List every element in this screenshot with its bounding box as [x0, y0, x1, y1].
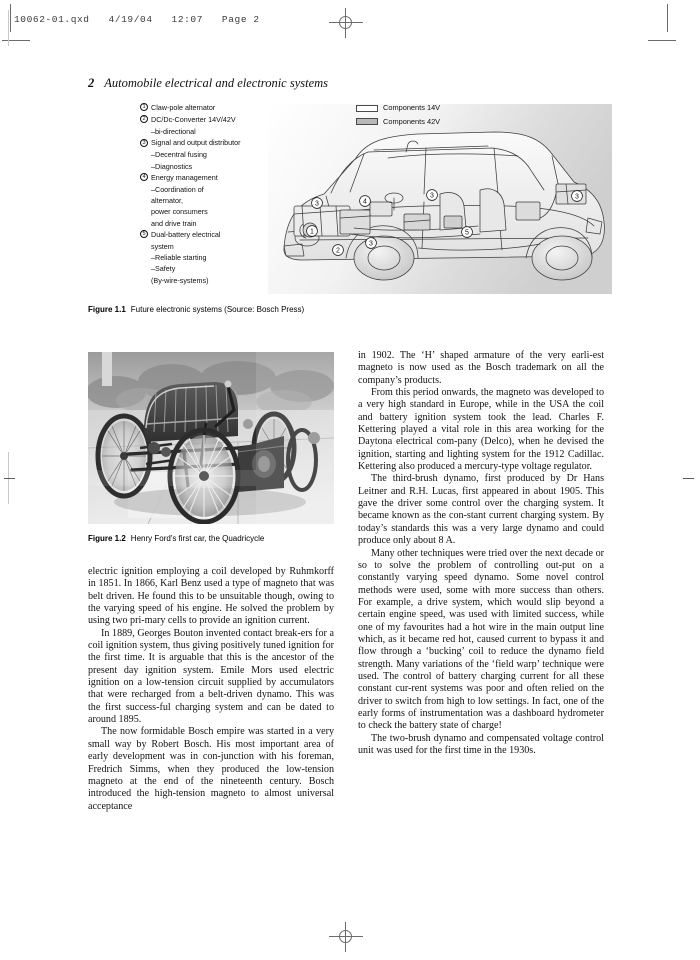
paragraph: in 1902. The ‘H’ shaped armature of the very earli-est magneto is now used as the Bosch trademark on all the company’s products. — [358, 350, 604, 386]
figure-1-2-caption-text: Henry Ford's first car, the Quadricycle — [130, 534, 265, 543]
callout-1: 1 — [310, 228, 314, 236]
key-swatch-42v — [356, 118, 378, 125]
registration-mark-bottom — [329, 920, 363, 954]
key-label-14v: Components 14V — [383, 103, 441, 112]
crop-mark-top-right — [636, 4, 676, 44]
legend-number-3: 3 — [140, 139, 148, 147]
paragraph: The now formidable Bosch empire was started in a very small way by Robert Bosch. His most important area of early development was in con-junction with his foreman, Fredrich Simms, when they produced the low-tension magneto at the end of the nineteenth century. Bosch introduced the high-tension magneto to almost universal acceptance — [88, 726, 334, 812]
legend-sub-3-2: –Diagnostics — [151, 161, 193, 171]
paragraph: Many other techniques were tried over the next decade or so to solve the problem of controlling out-put on a constantly varying speed dynamo. Some novel control methods were used, some with more success than others. For example, a drive system, which would slip beyond a certain engine speed, was used with limited success, while one of my favourites had a hot wire in the main output line which, as it became red hot, caused current to bypass it and flow through a ‘bucking’ coil to reduce the dynamo field strength. Many variations of the ‘field warp’ technique were used. The control of battery charging current for all these constant cur-rent systems was poor and often relied on the driver to switch from high to low settings. In fact, one of the early forms of instrumentation was a dashboard hydrometer to check the battery state of charge! — [358, 547, 604, 732]
legend-item-2 — [140, 114, 275, 126]
figure-1-1 — [88, 98, 612, 298]
key-swatch-14v — [356, 105, 378, 112]
callout-5: 5 — [465, 229, 469, 237]
key-row-42v — [356, 116, 440, 128]
legend-label-2: DC/Dc-Converter 14V/42V — [151, 115, 236, 125]
figure-1-1-caption — [88, 305, 304, 314]
legend-sub-4-2: alternator, — [151, 196, 183, 206]
legend-label-4: Energy management — [151, 172, 218, 182]
paragraph: In 1889, Georges Bouton invented contact break-ers for a coil ignition system, thus giving positively tuned ignition for the first time. It is arguable that this is the ancestor of the present day ignition system. Emile Mors used electric ignition on a low-tension circuit supplied by accumulators that were recharged from a belt-driven dynamo. This was the first success-ful charging system and can be dated to around 1895. — [88, 627, 334, 726]
figure-legend-list — [140, 102, 275, 286]
trim-line-left-top — [8, 10, 9, 46]
legend-number-2: 2 — [140, 115, 148, 123]
registration-mark-top — [329, 6, 363, 40]
legend-number-4: 4 — [140, 173, 148, 181]
callout-3c: 3 — [430, 192, 434, 200]
paragraph: The two-brush dynamo and compensated voltage control unit was used for the first time in the 1930s. — [358, 732, 604, 756]
legend-number-1: 1 — [140, 103, 148, 111]
figure-1-2 — [88, 352, 334, 524]
quadricycle-photo — [88, 352, 334, 524]
callout-4: 4 — [363, 198, 367, 206]
voltage-key — [356, 102, 440, 129]
legend-sub-5-4: (By-wire-systems) — [151, 275, 209, 285]
figure-1-1-caption-text: Future electronic systems (Source: Bosch Press) — [130, 305, 305, 314]
paragraph: electric ignition employing a coil developed by Ruhmkorff in 1851. In 1866, Karl Benz used a type of magneto that was belt driven. He found this to be unsuitable though, owing to the varying speed of his engine. He solved the problem by using two pri-mary cells to provide an ignition current. — [88, 566, 334, 627]
legend-sub-4-4: and drive train — [151, 218, 197, 228]
callout-3d: 3 — [575, 193, 579, 201]
print-slug: 10062-01.qxd 4/19/04 12:07 Page 2 — [14, 14, 260, 25]
body-column-left — [88, 566, 334, 813]
legend-sub-5-1: system — [151, 241, 174, 251]
legend-sub-4-1: –Coordination of — [151, 184, 204, 194]
legend-sub-2-1: –bi-directional — [151, 127, 196, 137]
callout-2: 2 — [336, 247, 340, 255]
legend-sub-3-1: –Decentral fusing — [151, 150, 207, 160]
legend-sub-4-3: power consumers — [151, 207, 208, 217]
figure-1-2-caption — [88, 534, 264, 543]
legend-label-3: Signal and output distributor — [151, 138, 241, 148]
running-head-title: Automobile electrical and electronic systems — [104, 76, 329, 90]
callout-3b: 3 — [369, 240, 373, 248]
figure-1-1-caption-label: Figure 1.1 — [88, 305, 126, 314]
paragraph: From this period onwards, the magneto was developed to a very high standard in Europe, while in the USA the coil and battery ignition system took the lead. Charles F. Kettering played a vital role in this area working for the Daytona electrical com-pany (Delco), when he devised the ignition, starting and lighting system for the 1912 Cadillac. Kettering also produced a mercury-type voltage regulator. — [358, 387, 604, 473]
key-row-14v — [356, 102, 440, 114]
legend-item-1 — [140, 102, 275, 114]
legend-number-5: 5 — [140, 230, 148, 238]
legend-label-1: Claw-pole alternator — [151, 103, 216, 112]
figure-1-2-caption-label: Figure 1.2 — [88, 534, 126, 543]
edge-tick-right — [683, 478, 694, 479]
callout-3a: 3 — [315, 200, 319, 208]
legend-item-4 — [140, 172, 275, 184]
legend-sub-5-3: –Safety — [151, 264, 176, 274]
legend-item-3 — [140, 137, 275, 149]
legend-label-5: Dual-battery electrical — [151, 229, 221, 239]
edge-tick-left — [4, 478, 15, 479]
body-column-right — [358, 350, 604, 757]
legend-item-5 — [140, 229, 275, 241]
key-label-42v: Components 42V — [383, 116, 441, 126]
page-folio: 2 — [88, 76, 95, 90]
running-head — [88, 76, 328, 91]
paragraph: The third-brush dynamo, first produced by Dr Hans Leitner and R.H. Lucas, first appeared in about 1905. This gave the driver some control over the charging system. It became known as the con-stant current charging system. By today’s standards this was a very large dynamo and could produce only about 8 A. — [358, 473, 604, 547]
legend-sub-5-2: –Reliable starting — [151, 253, 207, 263]
